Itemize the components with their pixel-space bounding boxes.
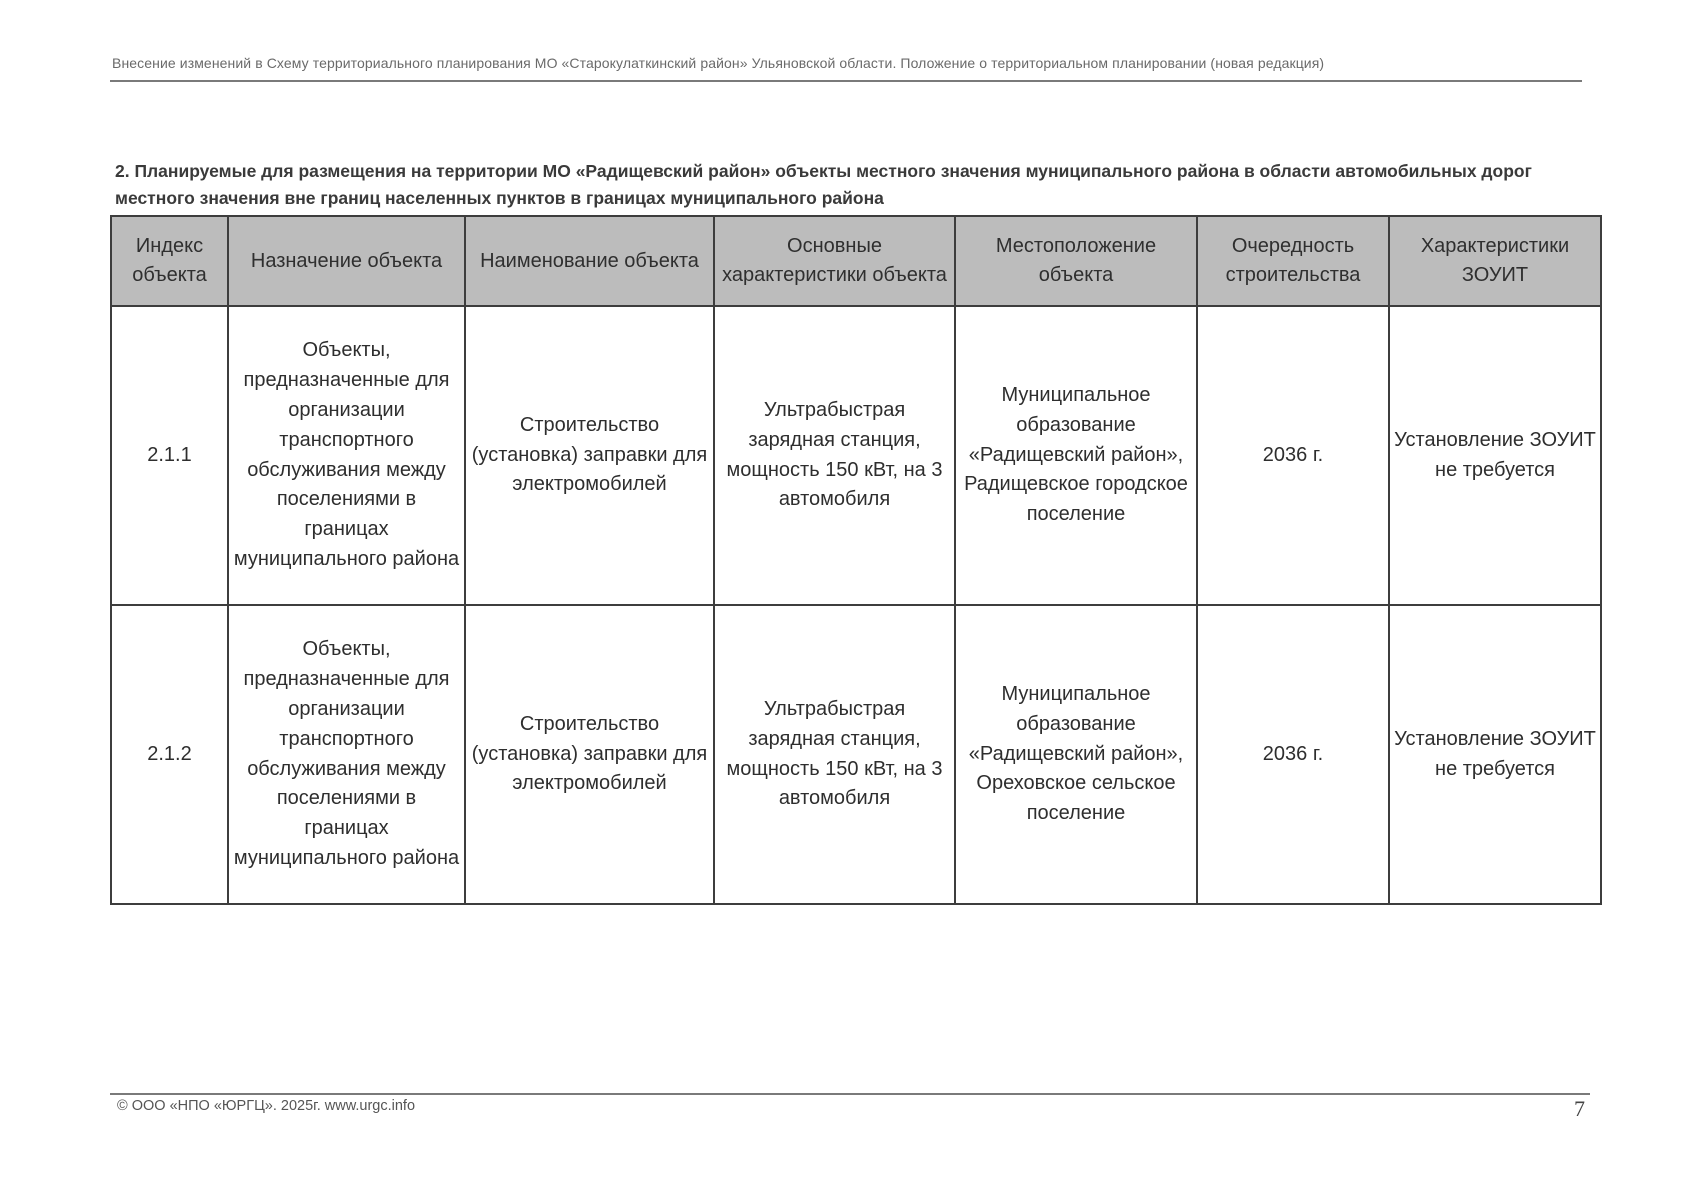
column-header-index: Индекс объекта: [111, 216, 228, 306]
column-header-location: Местоположение объекта: [955, 216, 1197, 306]
table-header-row: [111, 216, 1601, 306]
cell-characteristics: Ультрабыстрая зарядная станция, мощность 150 кВт, на 3 автомобиля: [714, 605, 955, 904]
table-row: [111, 605, 1601, 904]
column-header-purpose: Назначение объекта: [228, 216, 465, 306]
cell-location: Муниципальное образование «Радищевский район», Радищевское городское поселение: [955, 306, 1197, 605]
section-title: 2. Планируемые для размещения на территории МО «Радищевский район» объекты местного значения муниципального района в области автомобильных дорог местного значения вне границ населенных пунктов в границах муниципального района: [115, 161, 1532, 208]
header-divider: [110, 80, 1582, 82]
cell-zouit: Установление ЗОУИТ не требуется: [1389, 605, 1601, 904]
cell-location: Муниципальное образование «Радищевский район», Ореховское сельское поселение: [955, 605, 1197, 904]
cell-zouit: Установление ЗОУИТ не требуется: [1389, 306, 1601, 605]
column-header-zouit: Характеристики ЗОУИТ: [1389, 216, 1601, 306]
footer-divider: [110, 1093, 1590, 1095]
cell-index: 2.1.2: [111, 605, 228, 904]
cell-index: 2.1.1: [111, 306, 228, 605]
cell-purpose: Объекты, предназначенные для организации транспортного обслуживания между поселениями в границах муниципального района: [228, 605, 465, 904]
table-row: [111, 306, 1601, 605]
column-header-order: Очередность строительства: [1197, 216, 1389, 306]
cell-name: Строительство (установка) заправки для электромобилей: [465, 306, 714, 605]
footer-copyright: © ООО «НПО «ЮРГЦ». 2025г. www.urgc.info: [117, 1098, 416, 1114]
planned-objects-table: [110, 215, 1602, 905]
page-number: 7: [1574, 1096, 1585, 1121]
cell-order: 2036 г.: [1197, 605, 1389, 904]
cell-purpose: Объекты, предназначенные для организации транспортного обслуживания между поселениями в границах муниципального района: [228, 306, 465, 605]
cell-characteristics: Ультрабыстрая зарядная станция, мощность 150 кВт, на 3 автомобиля: [714, 306, 955, 605]
cell-name: Строительство (установка) заправки для электромобилей: [465, 605, 714, 904]
column-header-characteristics: Основные характеристики объекта: [714, 216, 955, 306]
column-header-name: Наименование объекта: [465, 216, 714, 306]
cell-order: 2036 г.: [1197, 306, 1389, 605]
running-header: Внесение изменений в Схему территориального планирования МО «Старокулаткинский район» Ульяновской области. Положение о территориальном планировании (новая редакция): [112, 55, 1325, 71]
